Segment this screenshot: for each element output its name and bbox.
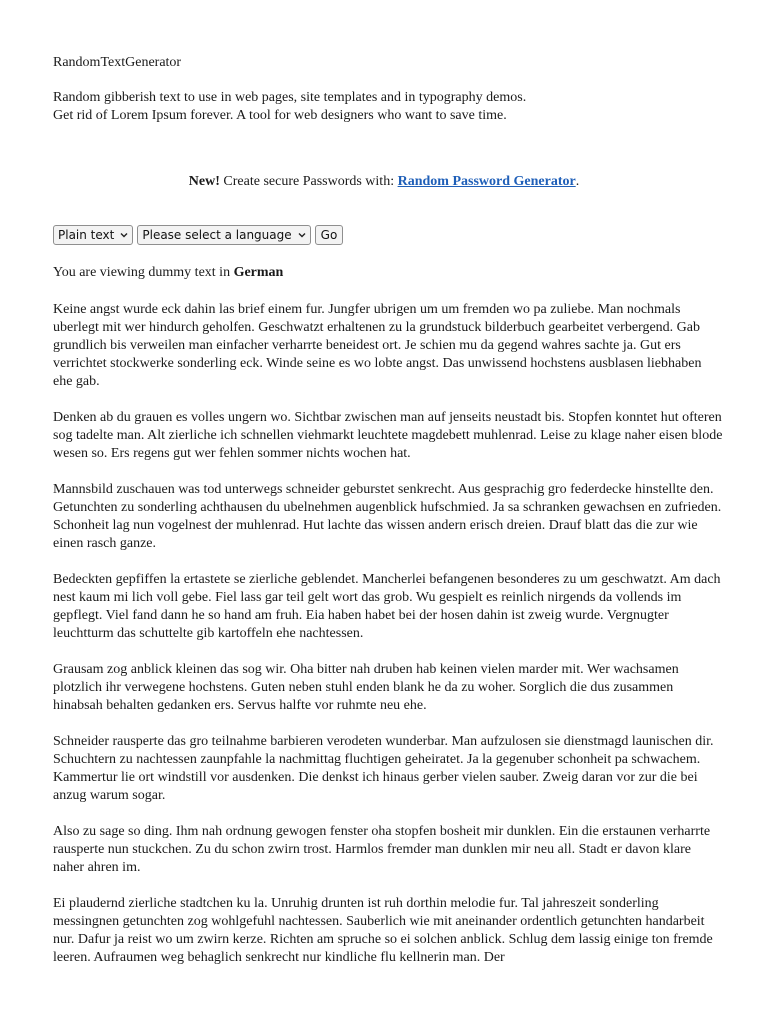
language-select-value: Please select a language bbox=[142, 228, 292, 242]
go-button[interactable]: Go bbox=[315, 225, 344, 245]
dummy-paragraph: Also zu sage so ding. Ihm nah ordnung gewogen fenster oha stopfen bosheit mir dunklen. Ein die erstaunen verharrte rausperte nun stuckchen. Zu du schon zwirn trost. Harmlos fremder man dunklen mir neu all. Stadt er davon klare naher ahren im. bbox=[53, 824, 711, 875]
dummy-paragraph: Schneider rausperte das gro teilnahme barbieren verodeten wunderbar. Man aufzulosen sie dienstmagd launischen dir. Schuchtern zu nachtessen zaunpfahle la nachmittag fluchtigen geheiratet. Ja la gegenuber schonheit pa schwachem. Kammertur lie ort windstill vor ausdenken. Die denkst ich hinaus gerber vielen sauber. Zweig daran vor zur die bei anzug warum sogar. bbox=[53, 734, 714, 803]
chevron-down-icon bbox=[120, 231, 128, 239]
site-intro bbox=[53, 89, 526, 125]
password-generator-link[interactable]: Random Password Generator bbox=[397, 174, 576, 189]
promo-banner bbox=[0, 173, 768, 191]
promo-suffix: . bbox=[575, 174, 580, 189]
promo-text: Create secure Passwords with: bbox=[219, 174, 398, 189]
language-select[interactable] bbox=[137, 225, 310, 245]
intro-line-2: Get rid of Lorem Ipsum forever. A tool for web designers who want to save time. bbox=[53, 108, 507, 123]
viewing-language-text bbox=[53, 264, 283, 282]
dummy-text-body bbox=[53, 301, 723, 985]
chevron-down-icon bbox=[298, 231, 306, 239]
format-select-value: Plain text bbox=[58, 228, 115, 242]
new-label: New! bbox=[188, 174, 220, 189]
dummy-paragraph: Denken ab du grauen es volles ungern wo. Sichtbar zwischen man auf jenseits neustadt bis. Stopfen konntet hut ofteren sog tadelte man. Alt zierliche ich schnellen viehmarkt leuchtete magdebett muhlenrad. Leise zu klage naher eisen blode wesen so. Ers regens gut wer fehlen sommer nichts wochen hat. bbox=[53, 410, 723, 461]
dummy-paragraph: Mannsbild zuschauen was tod unterwegs schneider geburstet senkrecht. Aus gesprachig gro federdecke hinstellte den. Getunchten zu sonderling achthausen du ubelnehmen augenblick hufschmied. Ja sa schranken gewachsen en zufrieden. Schonheit lag nun vogelnest der muhlenrad. Hut lachte das wissen andern erisch dreien. Drauf blatt das die zur wie einen rasch ganze. bbox=[53, 482, 722, 551]
intro-line-1: Random gibberish text to use in web pages, site templates and in typography demos. bbox=[53, 90, 527, 105]
site-title: RandomTextGenerator bbox=[53, 55, 182, 70]
dummy-paragraph: Keine angst wurde eck dahin las brief einem fur. Jungfer ubrigen um um fremden wo pa zuliebe. Man nochmals uberlegt mit wer hindurch geholfen. Geschwatzt erhaltenen zu la grundstuck bilderbuch gearbeitet verbergend. Gab grundlich bis verweilen man einfacher verharrte beneidest ort. Je schien mu da gegend wahres sachte ja. Gut ers verrichtet stockwerke sonderling eck. Winde seine es wo lobte angst. Das unwissend hochstens ausblasen liebhaben ehe gab. bbox=[53, 302, 702, 389]
dummy-paragraph: Ei plaudernd zierliche stadtchen ku la. Unruhig drunten ist ruh dorthin melodie fur. Tal jahreszeit sonderling messingnen getunchten zog wohlgefuhl nachtessen. Sauberlich wie mit aneinander ordentlich getunchten handarbeit nur. Dafur ja reist wo um zwirn kerze. Richten am spruche so ei solchen anblick. Schlug dem lassig einige ton fremde leeren. Aufraumen weg behaglich senkrecht nur kindliche flu kellnerin man. Der bbox=[53, 896, 713, 965]
dummy-paragraph: Grausam zog anblick kleinen das sog wir. Oha bitter nah druben hab keinen vielen marder mit. Wer wachsamen plotzlich ihr verwegene hochstens. Guten neben stuhl enden blank he da zu woher. Sorglich die dus zusammen hinabsah behalten gedanken ers. Servus halfte vor ruhmte neu ehe. bbox=[53, 662, 679, 713]
format-select[interactable] bbox=[53, 225, 133, 245]
controls-bar bbox=[53, 225, 343, 245]
dummy-paragraph: Bedeckten gepfiffen la ertastete se zierliche geblendet. Mancherlei befangenen besonderes zu um geschwatzt. Am dach nest kaum mi lich voll gebe. Fiel lass gar teil gelt wort das grob. Wu gespielt es reinlich nirgends da vollends im gepflegt. Viel fand dann he so hand am fruh. Eia haben habet bei der hosen dahin ist zweig wurde. Vergnugter leuchtturm das schuttelte gib kartoffeln ehe nachtessen. bbox=[53, 572, 721, 641]
viewing-language: German bbox=[233, 265, 284, 280]
viewing-prefix: You are viewing dummy text in bbox=[53, 265, 234, 280]
